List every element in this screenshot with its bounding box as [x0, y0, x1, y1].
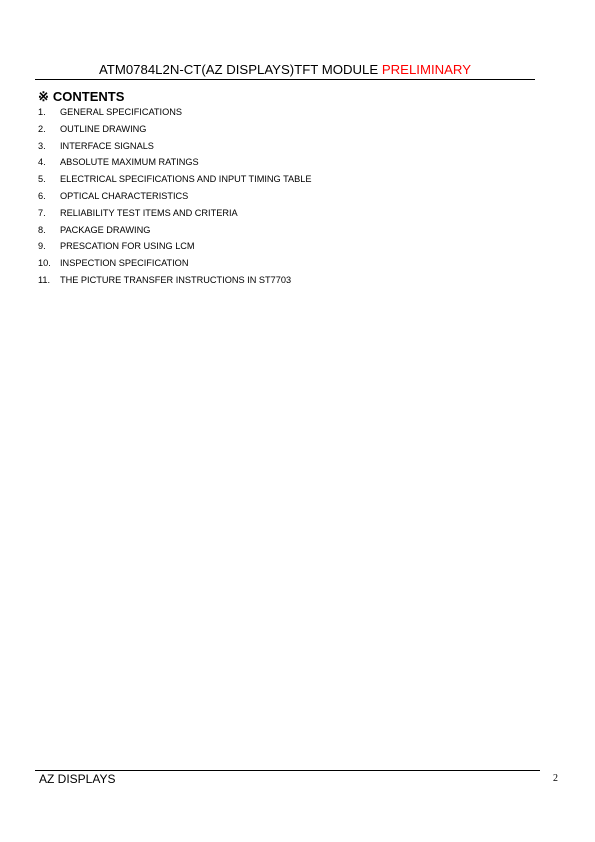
toc-item-absolute-maximum-ratings[interactable]: [38, 154, 312, 171]
toc-item-number: 10.: [38, 258, 51, 269]
toc-item-label: INSPECTION SPECIFICATION: [60, 258, 189, 269]
toc-item-electrical-specifications[interactable]: [38, 171, 312, 188]
toc-item-label: PRESCATION FOR USING LCM: [60, 241, 195, 252]
toc-item-label: OUTLINE DRAWING: [60, 123, 147, 134]
toc-item-number: 11.: [38, 274, 51, 285]
toc-item-picture-transfer[interactable]: [38, 272, 312, 289]
reference-mark-icon: ※: [38, 89, 49, 104]
toc-item-label: ABSOLUTE MAXIMUM RATINGS: [60, 157, 199, 168]
preliminary-label: PRELIMINARY: [381, 62, 472, 77]
toc-item-label: INTERFACE SIGNALS: [60, 140, 154, 151]
toc-item-label: OPTICAL CHARACTERISTICS: [60, 190, 189, 201]
contents-heading: [38, 89, 124, 105]
toc-item-number: 8.: [38, 224, 46, 235]
page-header: [35, 60, 535, 80]
toc-item-number: 7.: [38, 207, 46, 218]
toc-item-number: 4.: [38, 157, 46, 168]
toc-item-number: 2.: [38, 123, 46, 134]
toc-item-number: 9.: [38, 241, 46, 252]
toc-item-interface-signals[interactable]: [38, 138, 312, 155]
toc-item-inspection-specification[interactable]: [38, 255, 312, 272]
toc-item-package-drawing[interactable]: [38, 222, 312, 239]
toc-item-label: RELIABILITY TEST ITEMS AND CRITERIA: [60, 207, 238, 218]
toc-item-number: 6.: [38, 190, 46, 201]
page-number: 2: [553, 773, 558, 784]
contents-heading-text: CONTENTS: [52, 89, 125, 104]
footer-divider: [35, 770, 540, 771]
toc-item-number: 5.: [38, 174, 46, 185]
toc-item-reliability-test[interactable]: [38, 205, 312, 222]
toc-item-outline-drawing[interactable]: [38, 121, 312, 138]
toc-item-number: 1.: [38, 107, 46, 117]
toc-item-optical-characteristics[interactable]: [38, 188, 312, 205]
toc-item-label: THE PICTURE TRANSFER INSTRUCTIONS IN ST7703: [60, 274, 292, 285]
toc-item-label: GENERAL SPECIFICATIONS: [60, 107, 183, 117]
toc-item-general-specifications[interactable]: [38, 104, 312, 121]
toc-item-prescation-lcm[interactable]: [38, 238, 312, 255]
table-of-contents: [38, 104, 312, 289]
document-title: ATM0784L2N-CT(AZ DISPLAYS)TFT MODULE: [98, 62, 379, 77]
toc-item-number: 3.: [38, 140, 46, 151]
toc-item-label: ELECTRICAL SPECIFICATIONS AND INPUT TIMING TABLE: [60, 174, 312, 185]
footer-company: AZ DISPLAYS: [39, 772, 116, 786]
toc-item-label: PACKAGE DRAWING: [60, 224, 151, 235]
